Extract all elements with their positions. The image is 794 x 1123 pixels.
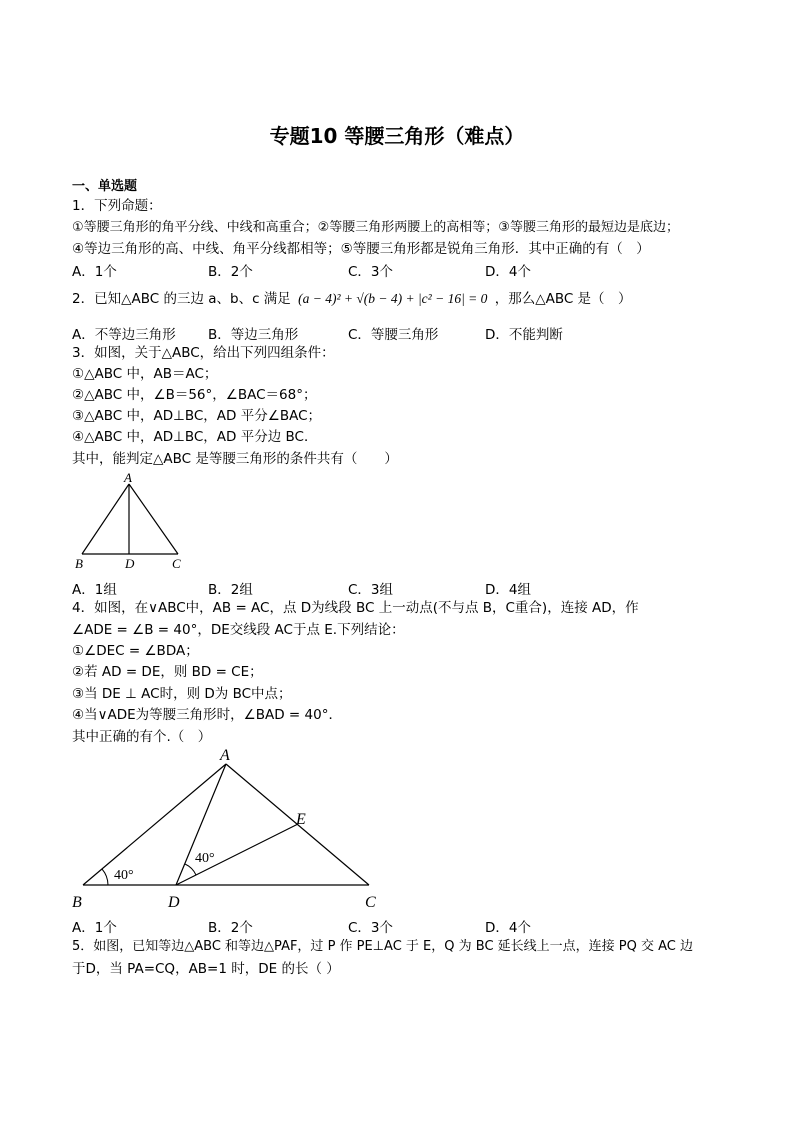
q5-line1: 5．如图，已知等边△ABC 和等边△PAF，过 P 作 PE⊥AC 于 E，Q 为 BC 延长线上一点，连接 PQ 交 AC 边: [72, 939, 694, 954]
q3-condition-1: ①△ABC 中，AB＝AC；: [72, 366, 218, 382]
label-d: D: [125, 556, 135, 571]
q4-option-a[interactable]: A．1个: [72, 920, 117, 936]
q1-option-a[interactable]: A．1个: [72, 264, 117, 280]
q1-option-c[interactable]: C．3个: [348, 264, 394, 280]
q3-triangle-figure: [70, 468, 200, 574]
q2-stem: [72, 289, 632, 309]
label-angle-d: 40°: [195, 851, 215, 866]
q4-condition-3: ③当 DE ⊥ AC时，则 D为 BC中点；: [72, 686, 292, 702]
q5-line2: 于D，当 PA=CQ，AB=1 时，DE 的长（ ）: [72, 961, 340, 977]
side-ac: [129, 484, 178, 554]
label-a: A: [220, 747, 230, 764]
label-b: B: [75, 556, 83, 571]
q3-condition-3: ③△ABC 中，AD⊥BC，AD 平分∠BAC；: [72, 408, 322, 424]
q4-line1: 4．如图，在∨ABC中，AB = AC，点 D为线段 BC 上一动点(不与点 B，C重合)，连接 AD，作: [72, 600, 639, 616]
q2-stem-prefix: 2．已知△ABC 的三边 a、b、c 满足: [72, 291, 291, 307]
label-b: B: [72, 894, 82, 911]
q2-option-a[interactable]: A．不等边三角形: [72, 327, 176, 343]
q4-line2: ∠ADE = ∠B = 40°，DE交线段 AC于点 E.下列结论：: [72, 622, 405, 638]
q3-stem: 3．如图，关于△ABC，给出下列四组条件：: [72, 345, 335, 361]
q4-ask: 其中正确的有个.（ ）: [72, 729, 212, 745]
section-heading: 一、单选题: [72, 179, 138, 194]
q3-condition-2: ②△ABC 中，∠B＝56°，∠BAC＝68°；: [72, 387, 317, 403]
q4-option-d[interactable]: D．4个: [485, 920, 531, 936]
q1-option-b[interactable]: B．2个: [208, 264, 253, 280]
q2-option-b[interactable]: B．等边三角形: [208, 327, 299, 343]
q4-option-b[interactable]: B．2个: [208, 920, 253, 936]
q4-option-c[interactable]: C．3个: [348, 920, 394, 936]
q3-ask: 其中，能判定△ABC 是等腰三角形的条件共有（ ）: [72, 451, 398, 467]
q3-option-c[interactable]: C．3组: [348, 582, 394, 598]
side-ab: [82, 484, 129, 554]
q2-option-d[interactable]: D．不能判断: [485, 327, 563, 343]
label-c: C: [172, 556, 181, 571]
angle-b-arc: [102, 869, 108, 885]
q3-condition-4: ④△ABC 中，AD⊥BC，AD 平分边 BC．: [72, 429, 318, 445]
q2-option-c[interactable]: C．等腰三角形: [348, 327, 439, 343]
q1-line1: ①等腰三角形的角平分线、中线和高重合；②等腰三角形两腰上的高相等；③等腰三角形的最短边是底边；: [72, 220, 679, 235]
q3-option-b[interactable]: B．2组: [208, 582, 253, 598]
side-ab: [83, 764, 226, 885]
q3-option-d[interactable]: D．4组: [485, 582, 531, 598]
label-a: A: [124, 470, 132, 485]
q2-formula: (a − 4)² + √(b − 4) + |c² − 16| = 0: [298, 291, 488, 306]
q4-triangle-figure: [70, 745, 390, 915]
segment-ad: [176, 764, 226, 885]
q1-line2: ④等边三角形的高、中线、角平分线都相等；⑤等腰三角形都是锐角三角形．其中正确的有（ ）: [72, 241, 650, 257]
q4-condition-2: ②若 AD = DE，则 BD = CE；: [72, 664, 263, 680]
label-e: E: [296, 811, 306, 828]
label-angle-b: 40°: [114, 868, 134, 883]
q3-option-a[interactable]: A．1组: [72, 582, 117, 598]
q4-condition-1: ①∠DEC = ∠BDA；: [72, 643, 199, 659]
label-d: D: [168, 894, 180, 911]
label-c: C: [365, 894, 376, 911]
page-title: 专题10 等腰三角形（难点）: [269, 124, 525, 148]
q1-option-d[interactable]: D．4个: [485, 264, 531, 280]
q4-condition-4: ④当∨ADE为等腰三角形时，∠BAD = 40°．: [72, 707, 342, 723]
q2-stem-suffix: ，那么△ABC 是（ ）: [494, 291, 632, 307]
q1-stem: 1．下列命题：: [72, 198, 162, 214]
